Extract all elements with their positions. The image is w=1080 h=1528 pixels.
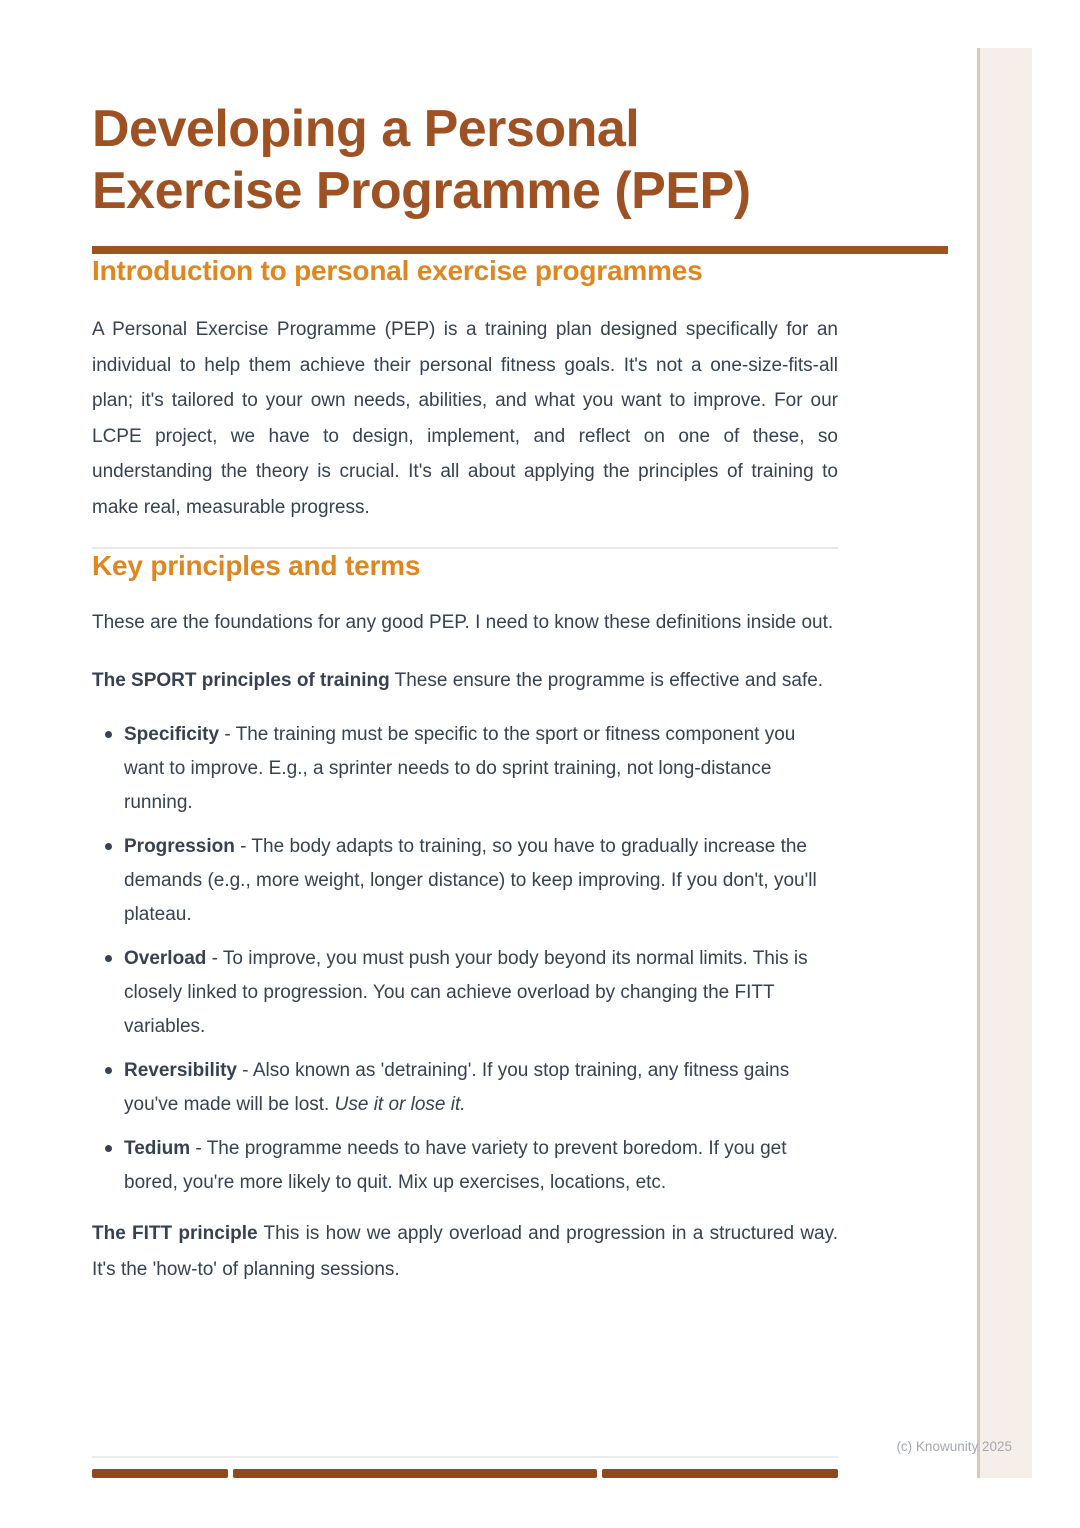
bullet-separator: - [190, 1138, 207, 1159]
bullet-term: Reversibility [124, 1060, 237, 1081]
principles-paragraph: These are the foundations for any good PEP. I need to know these definitions inside out. [92, 612, 834, 633]
fitt-lead-rest: This is how we apply overload and progression in a structured way. It's the 'how-to' of planning sessions. [92, 1223, 838, 1280]
page-edge-strip [977, 48, 1032, 1478]
bullet-separator: - [206, 948, 223, 969]
bullet-text: To improve, you must push your body beyond its normal limits. This is closely linked to progression. You can achieve overload by changing the FITT variables. [124, 948, 808, 1037]
page-title: Developing a Personal Exercise Programme (PEP) [92, 100, 751, 220]
bullet-dot-icon [105, 1067, 112, 1074]
bullet-term: Overload [124, 948, 207, 969]
list-item-overload [92, 942, 838, 1044]
list-item-tedium [92, 1132, 838, 1200]
bullet-dot-icon [105, 731, 112, 738]
sport-lead-paragraph [92, 663, 838, 699]
bullet-text: The training must be specific to the sport or fitness component you want to improve. E.g., a sprinter needs to do sprint training, not long-distance running. [124, 724, 796, 813]
bullet-separator: - [234, 836, 252, 857]
intro-paragraph: A Personal Exercise Programme (PEP) is a training plan designed specifically for an individual to help them achieve their personal fitness goals. It's not a one-size-fits-all plan; it's tailored to your own needs, abilities, and what you want to improve. For our LCPE project, we have to design, implement, and reflect on one of these, so understanding the theory is crucial. It's all about applying the principles of training to make real, measurable progress. [92, 319, 838, 518]
footer-bar-segment [233, 1469, 597, 1478]
bullet-separator: - [237, 1060, 253, 1081]
content-column [92, 0, 838, 1287]
footer-progress-bar [92, 1469, 838, 1478]
bullet-term: Specificity [124, 724, 220, 745]
title-rule [92, 246, 948, 254]
bullet-separator: - [219, 724, 236, 745]
footer-bar-segment [92, 1469, 228, 1478]
bullet-text: Also known as 'detraining'. If you stop training, any fitness gains you've made will be lost. [124, 1060, 790, 1115]
list-item-specificity [92, 718, 838, 820]
footer-credit: (c) Knowunity 2025 [896, 1439, 1012, 1454]
bullet-term: Tedium [124, 1138, 191, 1159]
fitt-lead-bold: The FITT principle [92, 1223, 258, 1244]
list-item-progression [92, 830, 838, 932]
bullet-text: The body adapts to training, so you have to gradually increase the demands (e.g., more weight, longer distance) to keep improving. If you don't, you'll plateau. [124, 836, 817, 925]
principles-list [92, 718, 838, 1200]
sport-lead-rest: These ensure the programme is effective and safe. [389, 669, 824, 691]
bullet-dot-icon [105, 843, 112, 850]
sport-lead-bold: The SPORT principles of training [92, 669, 390, 691]
footer-bar-segment [602, 1469, 838, 1478]
list-item-reversibility [92, 1054, 838, 1122]
fitt-lead-paragraph [92, 1216, 838, 1287]
bullet-text: The programme needs to have variety to prevent boredom. If you get bored, you're more likely to quit. Mix up exercises, locations, etc. [124, 1138, 787, 1193]
bullet-dot-icon [105, 1145, 112, 1152]
footer-divider [92, 1456, 838, 1458]
section-heading-intro: Introduction to personal exercise programmes [92, 255, 703, 286]
section-heading-principles: Key principles and terms [92, 550, 421, 581]
bullet-italic: Use it or lose it. [334, 1094, 466, 1115]
bullet-dot-icon [105, 955, 112, 962]
bullet-term: Progression [124, 836, 235, 857]
